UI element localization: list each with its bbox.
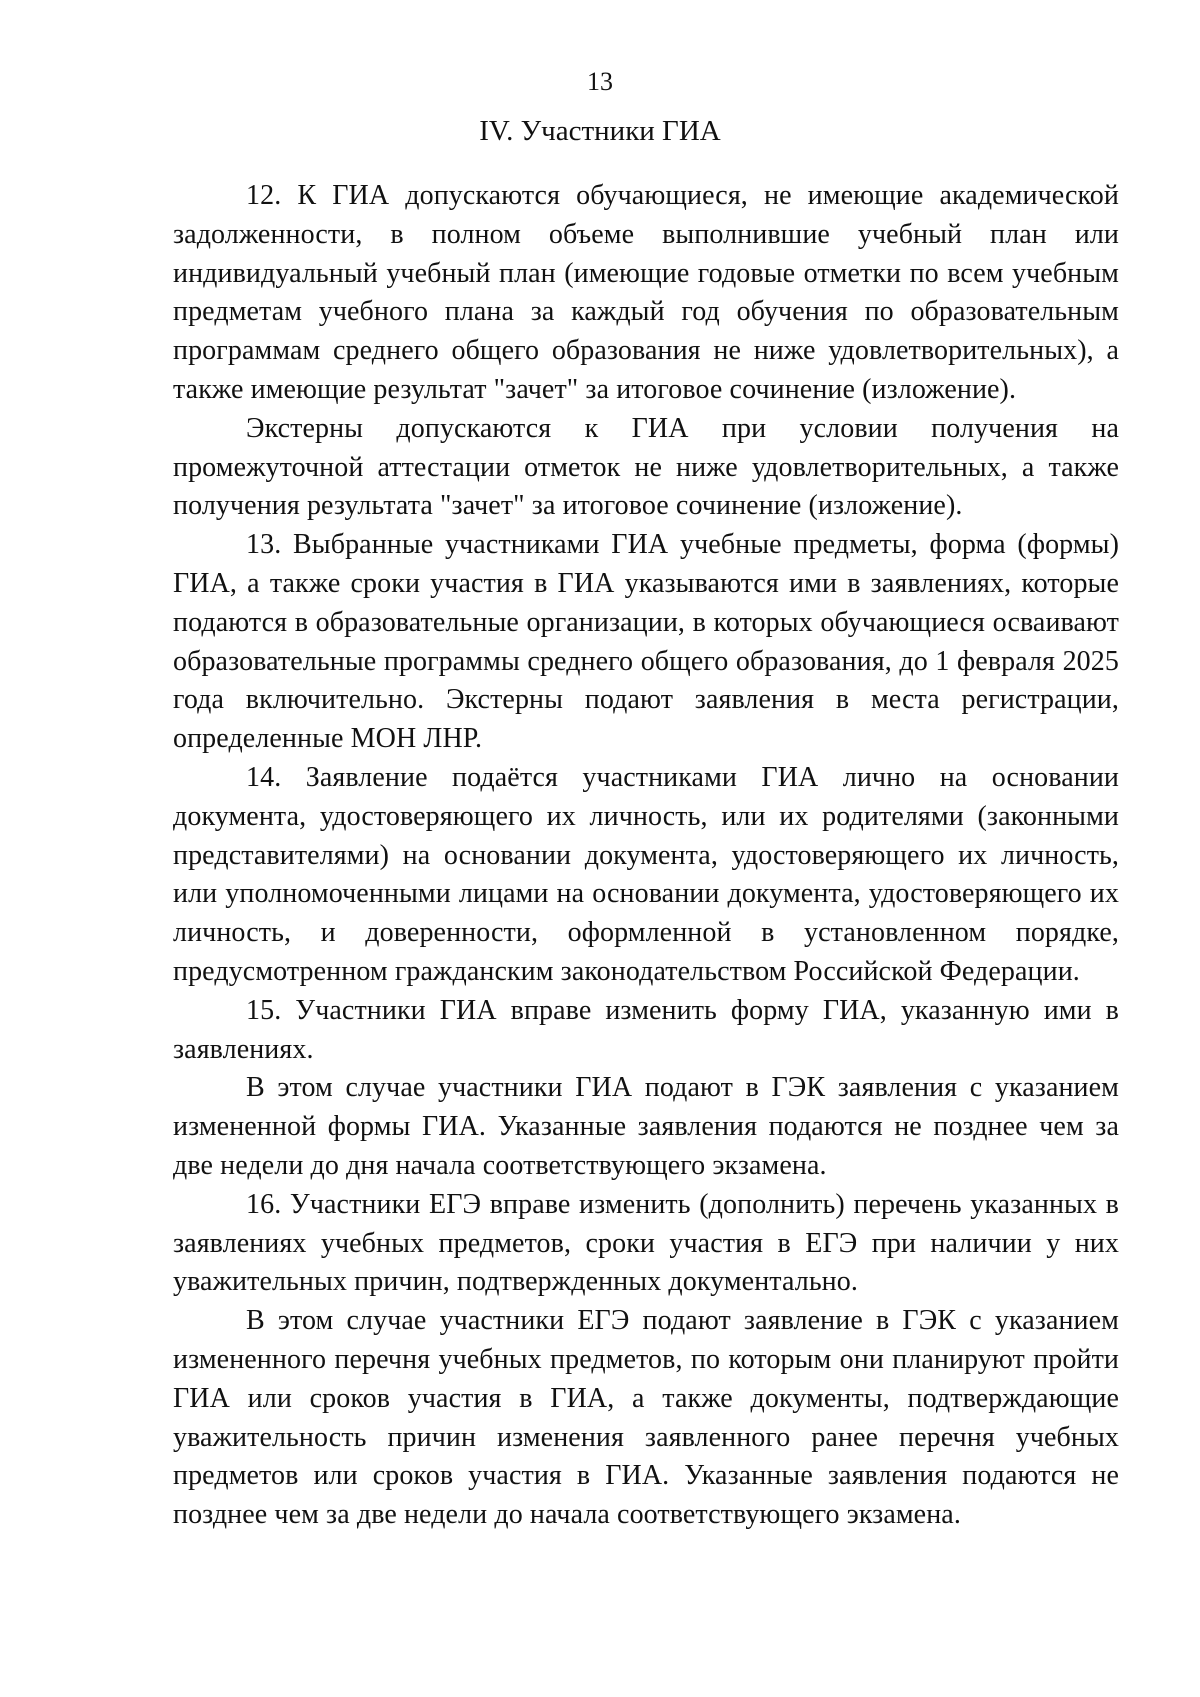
section-heading: IV. Участники ГИА <box>479 115 721 147</box>
paragraph-13: 13. Выбранные участниками ГИА учебные предметы, форма (формы) ГИА, а также сроки участия в ГИА указываются ими в заявлениях, которые подаются в образовательные организации, в которых обучающиеся осваивают образовательные программы среднего общего образования, до 1 февраля 2025 года включительно. Экстерны подают заявления в места регистрации, определенные МОН ЛНР. <box>173 529 1119 755</box>
page-number: 13 <box>587 67 613 96</box>
paragraph-16: 16. Участники ЕГЭ вправе изменить (дополнить) перечень указанных в заявлениях учебных предметов, сроки участия в ЕГЭ при наличии у них уважительных причин, подтвержденных документально. <box>173 1188 1119 1298</box>
document-body <box>173 177 1119 1535</box>
paragraph-externs: Экстерны допускаются к ГИА при условии получения на промежуточной аттестации отметок не ниже удовлетворительных, а также получения результата "зачет" за итоговое сочинение (изложение). <box>173 412 1119 522</box>
paragraph-12: 12. К ГИА допускаются обучающиеся, не имеющие академической задолженности, в полном объеме выполнившие учебный план или индивидуальный учебный план (имеющие годовые отметки по всем учебным предметам учебного плана за каждый год обучения по образовательным программам среднего общего образования не ниже удовлетворительных), а также имеющие результат "зачет" за итоговое сочинение (изложение). <box>173 180 1119 405</box>
paragraph-16-detail: В этом случае участники ЕГЭ подают заявление в ГЭК с указанием измененного перечня учебных предметов, по которым они планируют пройти ГИА или сроков участия в ГИА, а также документы, подтверждающие уважительность причин изменения заявленного ранее перечня учебных предметов или сроков участия в ГИА. Указанные заявления подаются не позднее чем за две недели до начала соответствующего экзамена. <box>173 1305 1119 1531</box>
paragraph-14: 14. Заявление подаётся участниками ГИА лично на основании документа, удостоверяющего их личность, или их родителями (законными представителями) на основании документа, удостоверяющего их личность, или уполномоченными лицами на основании документа, удостоверяющего их личность, и доверенности, оформленной в установленном порядке, предусмотренном гражданским законодательством Российской Федерации. <box>173 761 1119 987</box>
paragraph-15-detail: В этом случае участники ГИА подают в ГЭК заявления с указанием измененной формы ГИА. Указанные заявления подаются не позднее чем за две недели до дня начала соответствующего экзамена. <box>173 1072 1119 1181</box>
paragraph-15: 15. Участники ГИА вправе изменить форму ГИА, указанную ими в заявлениях. <box>173 994 1119 1065</box>
